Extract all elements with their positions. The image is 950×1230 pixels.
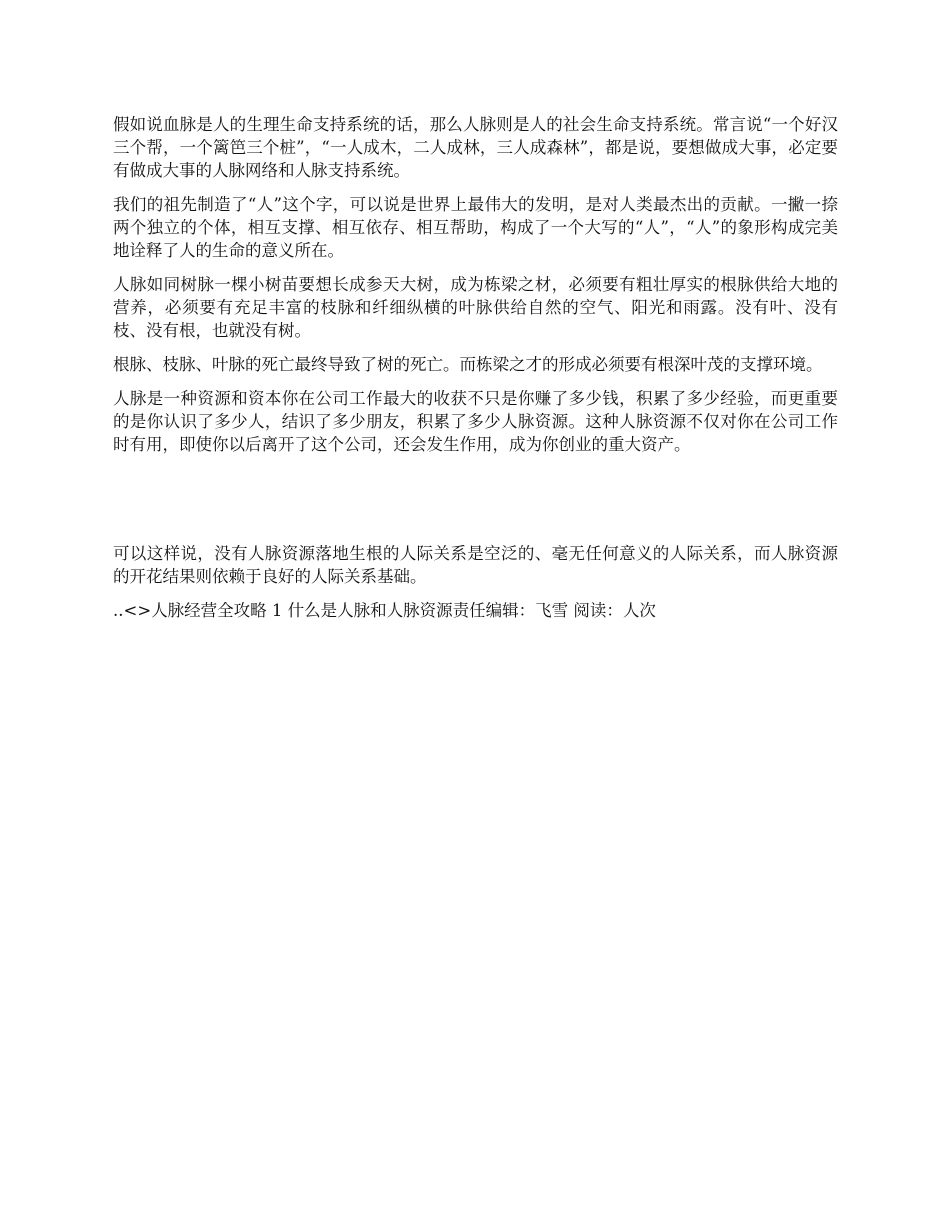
document-body: [113, 113, 838, 622]
paragraph-2: 我们的祖先制造了“人”这个字，可以说是世界上最伟大的发明，是对人类最杰出的贡献。一撇一捺两个独立的个体，相互支撑、相互依存、相互帮助，构成了一个大写的“人”，“人”的象形构成完美地诠释了人的生命的意义所在。: [113, 195, 838, 260]
paragraph-1: 假如说血脉是人的生理生命支持系统的话，那么人脉则是人的社会生命支持系统。常言说“一个好汉三个帮，一个篱笆三个桩”，“一人成木，二人成林，三人成森林”，都是说，要想做成大事，必定要有做成大事的人脉网络和人脉支持系统。: [113, 115, 838, 180]
paragraph-4: 根脉、枝脉、叶脉的死亡最终导致了树的死亡。而栋梁之才的形成必须要有根深叶茂的支撑环境。: [113, 355, 823, 374]
article-footer: ..<>人脉经营全攻略 1 什么是人脉和人脉资源责任编辑：飞雪 阅读：人次: [113, 601, 656, 620]
blank-gap: [113, 467, 838, 542]
paragraph-6: 可以这样说，没有人脉资源落地生根的人际关系是空泛的、毫无任何意义的人际关系，而人脉资源的开花结果则依赖于良好的人际关系基础。: [113, 544, 838, 586]
paragraph-3: 人脉如同树脉一棵小树苗要想长成参天大树，成为栋梁之材，必须要有粗壮厚实的根脉供给大地的营养，必须要有充足丰富的枝脉和纤细纵横的叶脉供给自然的空气、阳光和雨露。没有叶、没有枝、没有根，也就没有树。: [113, 275, 838, 340]
paragraph-5: 人脉是一种资源和资本你在公司工作最大的收获不只是你赚了多少钱，积累了多少经验，而更重要的是你认识了多少人，结识了多少朋友，积累了多少人脉资源。这种人脉资源不仅对你在公司工作时有用，即使你以后离开了这个公司，还会发生作用，成为你创业的重大资产。: [113, 389, 838, 454]
